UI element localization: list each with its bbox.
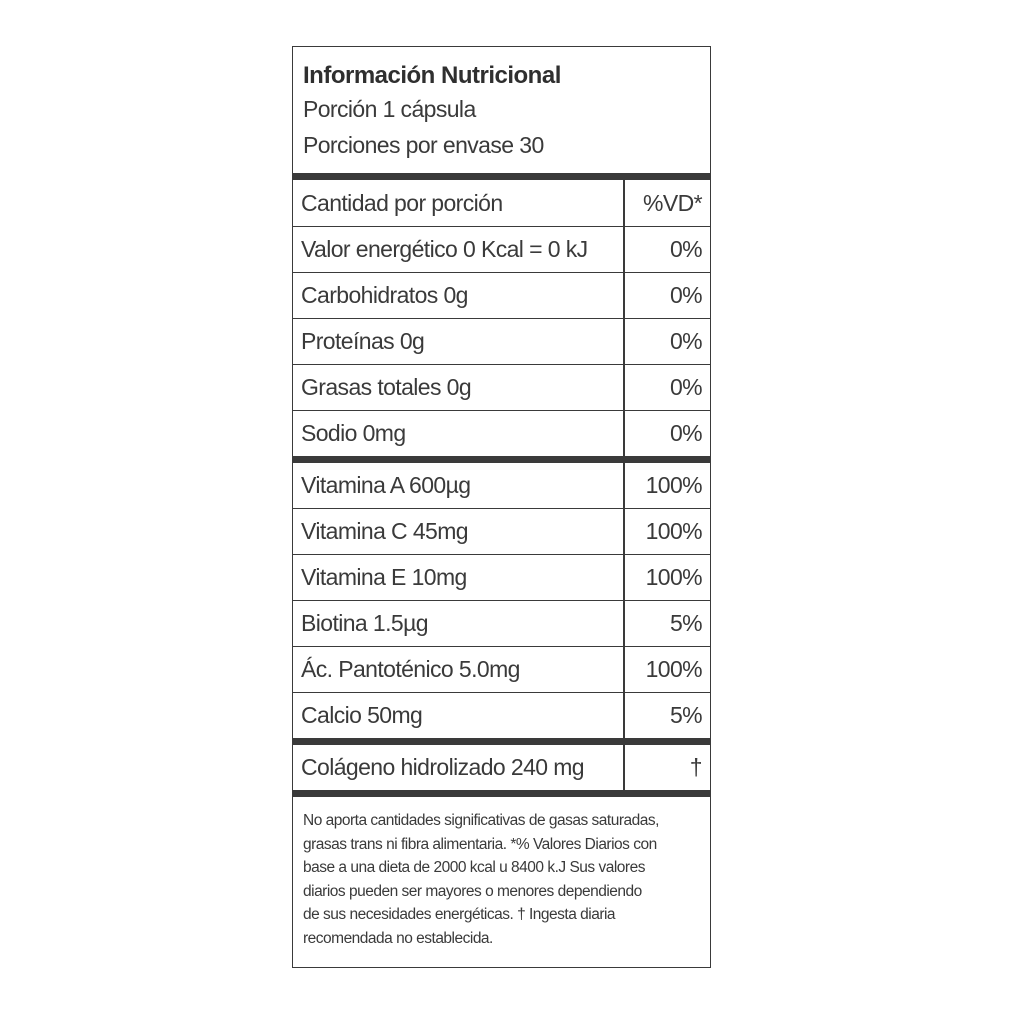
amount-per-serving-header: Cantidad por porción	[301, 189, 503, 216]
nutrient-name: Proteínas 0g	[301, 328, 425, 354]
nutrient-name: Grasas totales 0g	[301, 374, 472, 400]
serving-size: Porción 1 cápsula	[303, 96, 476, 122]
nutrient-daily-value: 0%	[669, 282, 702, 308]
table-row	[293, 509, 710, 555]
footnote-line: grasas trans ni fibra alimentaria. *% Valores Diarios con	[303, 835, 657, 853]
footnote-line: recomendada no establecida.	[303, 929, 493, 947]
daily-value-header: %VD*	[643, 189, 702, 216]
table-row	[293, 601, 710, 647]
footnote-line: base a una dieta de 2000 kcal u 8400 k.J Sus valores	[303, 859, 645, 877]
thick-divider	[293, 173, 710, 180]
table-row	[293, 647, 710, 693]
nutrient-name: Valor energético 0 Kcal = 0 kJ	[301, 236, 588, 262]
nutrition-facts-label	[292, 46, 711, 968]
table-row	[293, 693, 710, 738]
nutrient-name: Biotina 1.5µg	[301, 610, 428, 636]
nutrient-daily-value: 100%	[645, 518, 702, 544]
nutrient-daily-value: 100%	[645, 564, 702, 590]
footnote-line: No aporta cantidades significativas de gasas saturadas,	[303, 812, 659, 829]
nutrient-daily-value: †	[689, 754, 702, 780]
label-title: Información Nutricional	[303, 62, 561, 89]
nutrient-daily-value: 100%	[645, 656, 702, 682]
table-row	[293, 745, 710, 790]
nutrient-name: Colágeno hidrolizado 240 mg	[301, 754, 585, 780]
footnote	[303, 809, 700, 951]
table-row	[293, 463, 710, 509]
servings-per-container: Porciones por envase 30	[303, 132, 544, 158]
nutrient-daily-value: 0%	[669, 420, 702, 446]
thick-divider	[293, 790, 710, 797]
nutrient-daily-value: 5%	[669, 610, 702, 636]
nutrient-name: Vitamina A 600µg	[301, 472, 471, 498]
table-row	[293, 365, 710, 411]
table-row	[293, 411, 710, 456]
thick-divider	[293, 738, 710, 745]
nutrient-daily-value: 0%	[669, 374, 702, 400]
nutrient-name: Sodio 0mg	[301, 420, 406, 446]
nutrient-name: Calcio 50mg	[301, 702, 423, 728]
table-row	[293, 319, 710, 365]
label-header	[303, 61, 702, 163]
table-header-row	[293, 180, 710, 227]
footnote-line: de sus necesidades energéticas. † Ingesta diaria	[303, 906, 616, 924]
table-row	[293, 273, 710, 319]
nutrient-name: Vitamina C 45mg	[301, 518, 468, 544]
table-row	[293, 555, 710, 601]
thick-divider	[293, 456, 710, 463]
nutrient-daily-value: 5%	[669, 702, 702, 728]
nutrient-daily-value: 0%	[669, 236, 702, 262]
footnote-line: diarios pueden ser mayores o menores dependiendo	[303, 882, 642, 900]
nutrient-name: Ác. Pantoténico 5.0mg	[301, 656, 520, 682]
nutrient-name: Carbohidratos 0g	[301, 282, 468, 308]
table-row	[293, 227, 710, 273]
nutrient-daily-value: 0%	[669, 328, 702, 354]
nutrient-daily-value: 100%	[645, 472, 702, 498]
nutrient-name: Vitamina E 10mg	[301, 564, 467, 590]
